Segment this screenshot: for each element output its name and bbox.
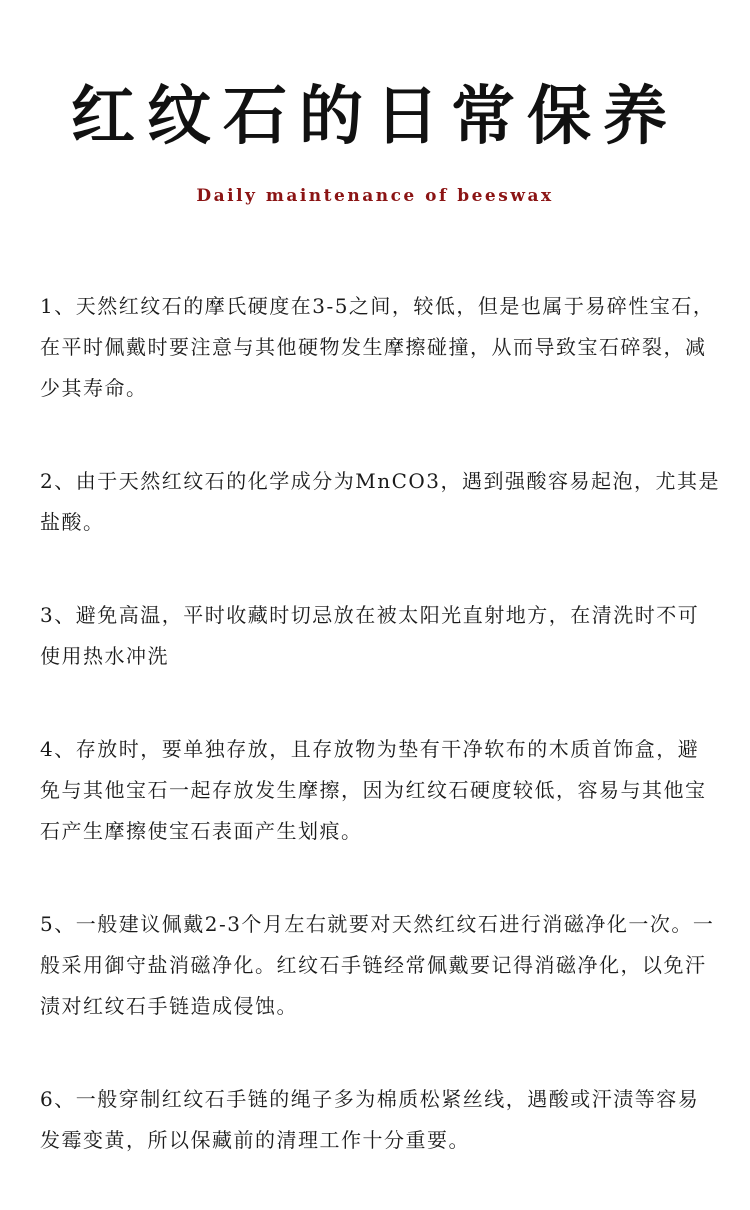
list-item: 6、一般穿制红纹石手链的绳子多为棉质松紧丝线，遇酸或汗渍等容易发霉变黄，所以保藏前的清理工作十分重要。 [40, 1087, 700, 1152]
list-item: 3、避免高温，平时收藏时切忌放在被太阳光直射地方，在清洗时不可使用热水冲洗 [40, 603, 700, 668]
list-item: 2、由于天然红纹石的化学成分为MnCO3，遇到强酸容易起泡，尤其是盐酸。 [40, 469, 721, 534]
page-title: 红纹石的日常保养 [71, 79, 679, 154]
page-subtitle: Daily maintenance of beeswax [196, 186, 554, 206]
list-item: 4、存放时，要单独存放，且存放物为垫有干净软布的木质首饰盒，避免与其他宝石一起存放发生摩擦，因为红纹石硬度较低，容易与其他宝石产生摩擦使宝石表面产生划痕。 [40, 737, 707, 843]
list-item: 5、一般建议佩戴2-3个月左右就要对天然红纹石进行消磁净化一次。一般采用御守盐消磁净化。红纹石手链经常佩戴要记得消磁净化，以免汗渍对红纹石手链造成侵蚀。 [40, 912, 715, 1018]
list-item: 1、天然红纹石的摩氏硬度在3-5之间，较低，但是也属于易碎性宝石，在平时佩戴时要注意与其他硬物发生摩擦碰撞，从而导致宝石碎裂，减少其寿命。 [40, 294, 715, 400]
maintenance-list [40, 286, 720, 1161]
